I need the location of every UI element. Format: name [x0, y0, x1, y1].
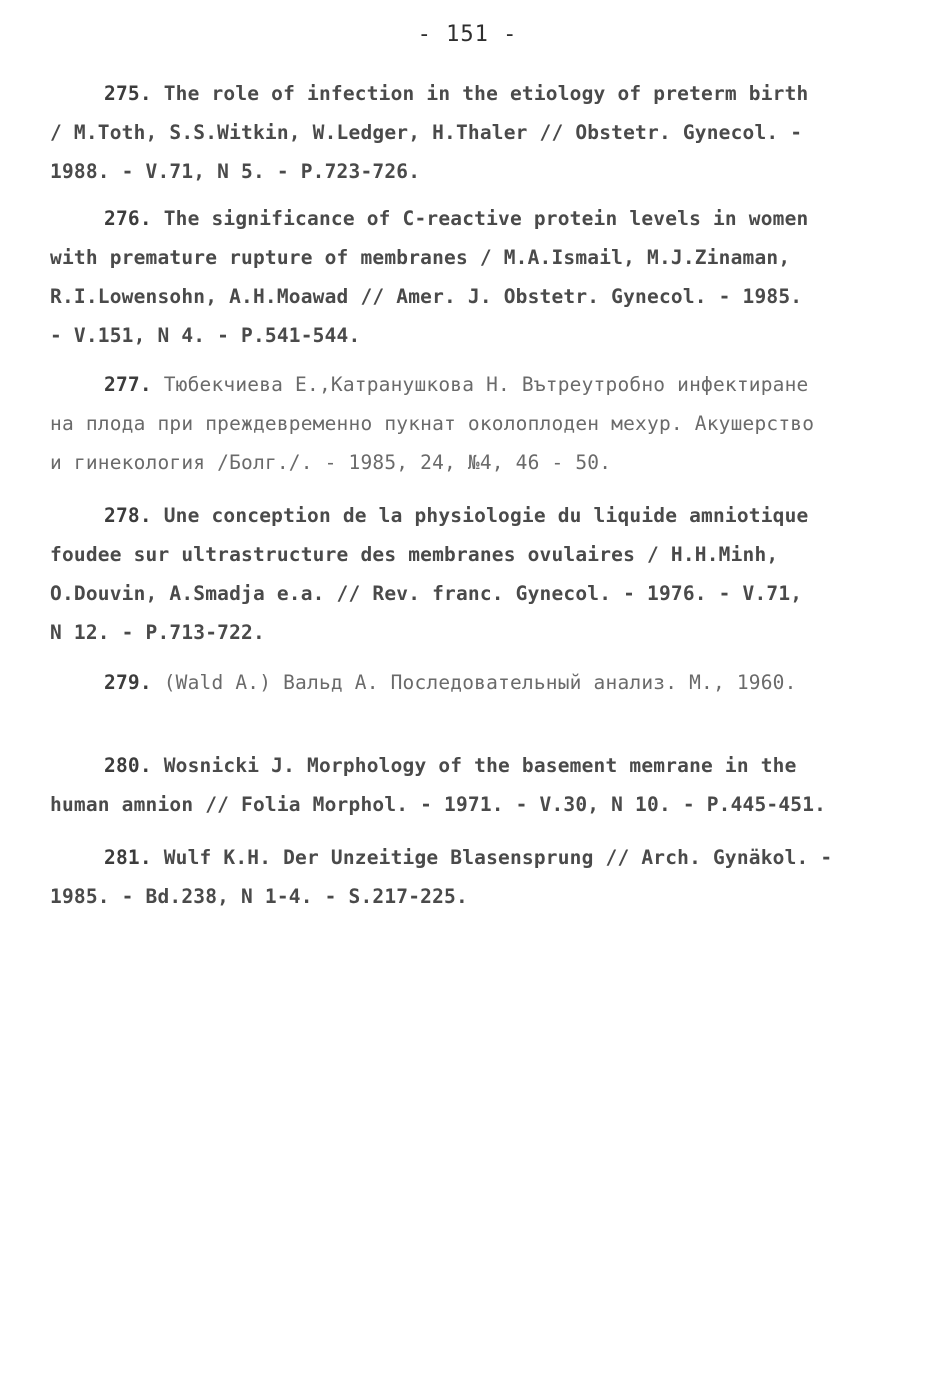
entry-line: with premature rupture of membranes / M.A.Ismail, M.J.Zinaman, [50, 246, 791, 269]
entry-line: R.I.Lowensohn, A.H.Moawad // Amer. J. Obstetr. Gynecol. - 1985. [50, 285, 803, 308]
entry-line: - V.151, N 4. - P.541-544. [50, 324, 361, 347]
entry-line: The significance of C-reactive protein levels in women [163, 207, 809, 230]
reference-entry-281 [50, 838, 870, 916]
entry-line: / M.Toth, S.S.Witkin, W.Ledger, H.Thaler // Obstetr. Gynecol. - [50, 121, 803, 144]
entry-line: O.Douvin, A.Smadja e.a. // Rev. franc. Gynecol. - 1976. - V.71, [50, 582, 803, 605]
entry-line: The role of infection in the etiology of preterm birth [163, 82, 809, 105]
entry-line: 1985. - Bd.238, N 1-4. - S.217-225. [50, 885, 468, 908]
entry-number: 281. [104, 846, 152, 869]
reference-entry-275 [50, 74, 870, 191]
reference-entry-278 [50, 496, 870, 652]
reference-entry-280 [50, 746, 870, 824]
entry-line: human amnion // Folia Morphol. - 1971. - V.30, N 10. - P.445-451. [50, 793, 827, 816]
entry-line: (Wald A.) Вальд А. Последовательный анализ. М., 1960. [163, 671, 797, 694]
entry-line: Wulf K.H. Der Unzeitige Blasensprung // Arch. Gynäkol. - [163, 846, 833, 869]
entry-line: foudee sur ultrastructure des membranes ovulaires / H.H.Minh, [50, 543, 779, 566]
entry-number: 276. [104, 207, 152, 230]
entry-number: 280. [104, 754, 152, 777]
entry-line: Wosnicki J. Morphology of the basement memrane in the [163, 754, 797, 777]
entry-line: N 12. - P.713-722. [50, 621, 265, 644]
page-number: - 151 - [417, 22, 518, 47]
entry-number: 275. [104, 82, 152, 105]
reference-entry-279 [50, 663, 870, 702]
entry-line: 1988. - V.71, N 5. - P.723-726. [50, 160, 421, 183]
entry-number: 277. [104, 373, 152, 396]
entry-line: Тюбекчиева Е.,Катранушкова Н. Вътреутробно инфектиране [163, 373, 809, 396]
entry-line: на плода при преждевременно пукнат околоплоден мехур. Акушерство [50, 412, 815, 435]
entry-line: и гинекология /Болг./. - 1985, 24, №4, 46 - 50. [50, 451, 612, 474]
entry-line: Une conception de la physiologie du liquide amniotique [163, 504, 809, 527]
entry-number: 278. [104, 504, 152, 527]
entry-number: 279. [104, 671, 152, 694]
reference-entry-276 [50, 199, 870, 355]
reference-entry-277 [50, 365, 870, 482]
